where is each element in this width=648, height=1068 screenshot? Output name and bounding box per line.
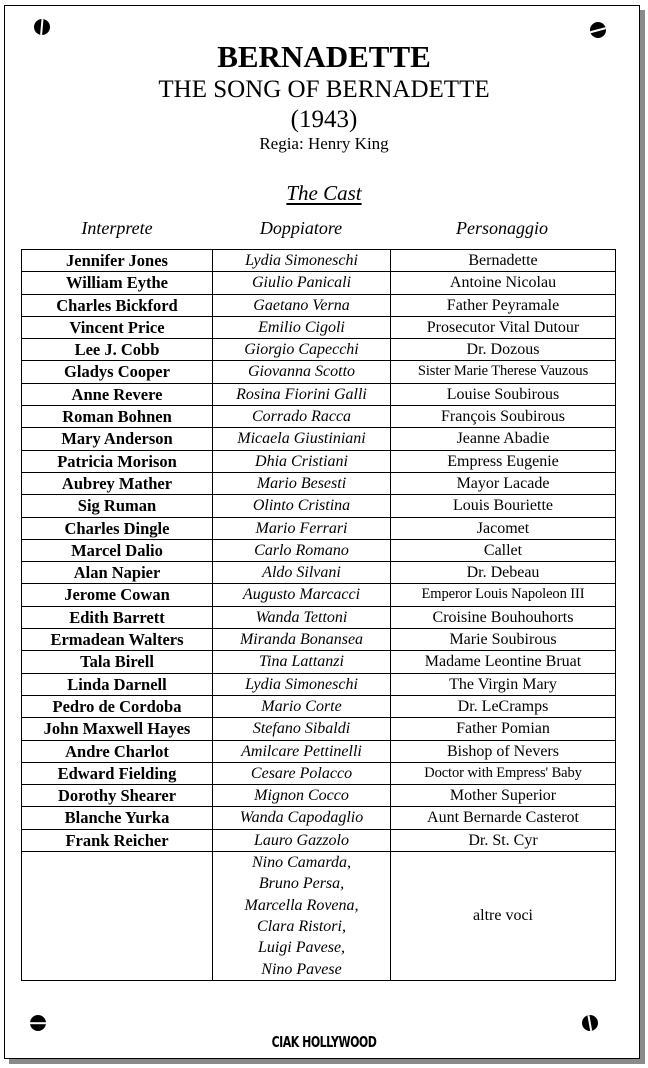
table-row: [22, 785, 616, 807]
actor-cell: Lee J. Cobb: [22, 339, 213, 361]
actor-cell: Frank Reicher: [22, 829, 213, 851]
screw-icon: [590, 22, 606, 38]
role-cell: Bishop of Nevers: [391, 740, 616, 762]
column-header-role: Personaggio: [456, 218, 548, 238]
role-cell: François Soubirous: [391, 406, 616, 428]
dubber-cell: Lauro Gazzolo: [213, 829, 391, 851]
actor-cell: Mary Anderson: [22, 428, 213, 450]
role-cell: Jeanne Abadie: [391, 428, 616, 450]
table-row: [22, 651, 616, 673]
screw-icon: [582, 1015, 598, 1031]
role-cell: Father Pomian: [391, 718, 616, 740]
role-cell: Sister Marie Therese Vauzous: [391, 361, 616, 383]
dubber-cell: Corrado Racca: [213, 406, 391, 428]
dubber-name: Clara Ristori,: [257, 918, 346, 936]
table-row: [22, 539, 616, 561]
table-row: [22, 361, 616, 383]
actor-cell: John Maxwell Hayes: [22, 718, 213, 740]
dubber-name: Marcella Rovena,: [244, 896, 359, 914]
role-cell: Mother Superior: [391, 785, 616, 807]
table-row: [22, 428, 616, 450]
dubber-cell: Augusto Marcacci: [213, 584, 391, 606]
role-cell: Louise Soubirous: [391, 383, 616, 405]
dubber-name: Luigi Pavese,: [257, 939, 346, 957]
dubber-cell: Miranda Bonansea: [213, 629, 391, 651]
actor-cell: Edith Barrett: [22, 606, 213, 628]
dubber-cell: Rosina Fiorini Galli: [213, 383, 391, 405]
dubber-cell: Emilio Cigoli: [213, 316, 391, 338]
director-credit: Regia: Henry King: [259, 134, 389, 153]
table-row: [22, 807, 616, 829]
role-cell: Dr. LeCramps: [391, 695, 616, 717]
cast-heading: [0, 181, 648, 205]
role-cell: Madame Leontine Bruat: [391, 651, 616, 673]
actor-cell: Vincent Price: [22, 316, 213, 338]
dubber-cell: Carlo Romano: [213, 539, 391, 561]
column-header-dubber: Doppiatore: [259, 218, 343, 238]
role-cell: Dr. St. Cyr: [391, 829, 616, 851]
table-row: [22, 762, 616, 784]
actor-cell: Roman Bohnen: [22, 406, 213, 428]
role-cell: The Virgin Mary: [391, 673, 616, 695]
table-row: [22, 673, 616, 695]
column-headers: [22, 217, 614, 239]
dubber-cell: Wanda Tettoni: [213, 606, 391, 628]
actor-cell: Aubrey Mather: [22, 472, 213, 494]
dubber-cell: Mignon Cocco: [213, 785, 391, 807]
role-cell: Jacomet: [391, 517, 616, 539]
table-row: [22, 250, 616, 272]
role-cell: altre voci: [391, 852, 616, 981]
actor-cell: Pedro de Cordoba: [22, 695, 213, 717]
dubber-cell: [213, 852, 391, 981]
role-cell: Empress Eugenie: [391, 450, 616, 472]
role-cell: Callet: [391, 539, 616, 561]
dubber-cell: Gaetano Verna: [213, 294, 391, 316]
table-row: [22, 584, 616, 606]
dubber-cell: Mario Corte: [213, 695, 391, 717]
dubber-cell: Giovanna Scotto: [213, 361, 391, 383]
table-row: [22, 339, 616, 361]
table-row: [22, 495, 616, 517]
dubber-cell: Aldo Silvani: [213, 562, 391, 584]
role-cell: Doctor with Empress' Baby: [391, 762, 616, 784]
table-row: [22, 629, 616, 651]
original-title: THE SONG OF BERNADETTE: [158, 76, 490, 103]
dubber-cell: Mario Ferrari: [213, 517, 391, 539]
role-cell: Croisine Bouhouhorts: [391, 606, 616, 628]
cast-heading-text: The Cast: [286, 181, 362, 205]
dubber-cell: Lydia Simoneschi: [213, 673, 391, 695]
role-cell: Dr. Debeau: [391, 562, 616, 584]
dubber-cell: Lydia Simoneschi: [213, 250, 391, 272]
table-row: [22, 829, 616, 851]
table-row: [22, 562, 616, 584]
dubber-name: Nino Pavese: [261, 960, 342, 978]
actor-cell: Alan Napier: [22, 562, 213, 584]
actor-cell: Edward Fielding: [22, 762, 213, 784]
dubber-cell: Giulio Panicali: [213, 272, 391, 294]
actor-cell: Linda Darnell: [22, 673, 213, 695]
actor-cell: Jennifer Jones: [22, 250, 213, 272]
table-row: [22, 472, 616, 494]
actor-cell: Andre Charlot: [22, 740, 213, 762]
role-cell: Prosecutor Vital Dutour: [391, 316, 616, 338]
table-row: [22, 294, 616, 316]
table-row: [22, 272, 616, 294]
table-row: [22, 316, 616, 338]
ciak-hollywood-logo: CIAK HOLLYWOOD: [271, 1033, 377, 1052]
dubber-cell: Stefano Sibaldi: [213, 718, 391, 740]
actor-cell: Charles Bickford: [22, 294, 213, 316]
table-row: [22, 740, 616, 762]
screw-icon: [34, 19, 50, 35]
actor-cell: Marcel Dalio: [22, 539, 213, 561]
dubber-cell: Mario Besesti: [213, 472, 391, 494]
actor-cell: Charles Dingle: [22, 517, 213, 539]
column-header-actor: Interprete: [81, 218, 153, 238]
role-cell: Dr. Dozous: [391, 339, 616, 361]
dubber-cell: Giorgio Capecchi: [213, 339, 391, 361]
role-cell: Marie Soubirous: [391, 629, 616, 651]
role-cell: Mayor Lacade: [391, 472, 616, 494]
actor-cell: Ermadean Walters: [22, 629, 213, 651]
dubber-cell: Cesare Polacco: [213, 762, 391, 784]
role-cell: Father Peyramale: [391, 294, 616, 316]
role-cell: Bernadette: [391, 250, 616, 272]
dubber-cell: Wanda Capodaglio: [213, 807, 391, 829]
dubber-cell: Amilcare Pettinelli: [213, 740, 391, 762]
actor-cell: [22, 852, 213, 981]
dubber-name: Nino Camarda,: [252, 854, 351, 872]
table-row: [22, 517, 616, 539]
role-cell: Antoine Nicolau: [391, 272, 616, 294]
role-cell: Aunt Bernarde Casterot: [391, 807, 616, 829]
table-row: [22, 383, 616, 405]
dubber-cell: Dhia Cristiani: [213, 450, 391, 472]
role-cell: Emperor Louis Napoleon III: [391, 584, 616, 606]
table-row: [22, 406, 616, 428]
cast-table-body: [22, 250, 616, 981]
dubber-cell: Micaela Giustiniani: [213, 428, 391, 450]
table-row: [22, 450, 616, 472]
screw-icon: [30, 1015, 46, 1031]
film-title: BERNADETTE: [217, 39, 431, 74]
actor-cell: Jerome Cowan: [22, 584, 213, 606]
actor-cell: Gladys Cooper: [22, 361, 213, 383]
table-row: [22, 606, 616, 628]
table-row: [22, 695, 616, 717]
actor-cell: Tala Birell: [22, 651, 213, 673]
actor-cell: William Eythe: [22, 272, 213, 294]
dubber-name: Bruno Persa,: [258, 875, 345, 893]
dubber-cell: Tina Lattanzi: [213, 651, 391, 673]
actor-cell: Patricia Morison: [22, 450, 213, 472]
table-row-other-voices: [22, 852, 616, 981]
release-year: (1943): [290, 106, 358, 133]
actor-cell: Anne Revere: [22, 383, 213, 405]
dubber-cell: Olinto Cristina: [213, 495, 391, 517]
actor-cell: Dorothy Shearer: [22, 785, 213, 807]
actor-cell: Sig Ruman: [22, 495, 213, 517]
cast-table: [21, 249, 616, 981]
role-cell: Louis Bouriette: [391, 495, 616, 517]
actor-cell: Blanche Yurka: [22, 807, 213, 829]
table-row: [22, 718, 616, 740]
